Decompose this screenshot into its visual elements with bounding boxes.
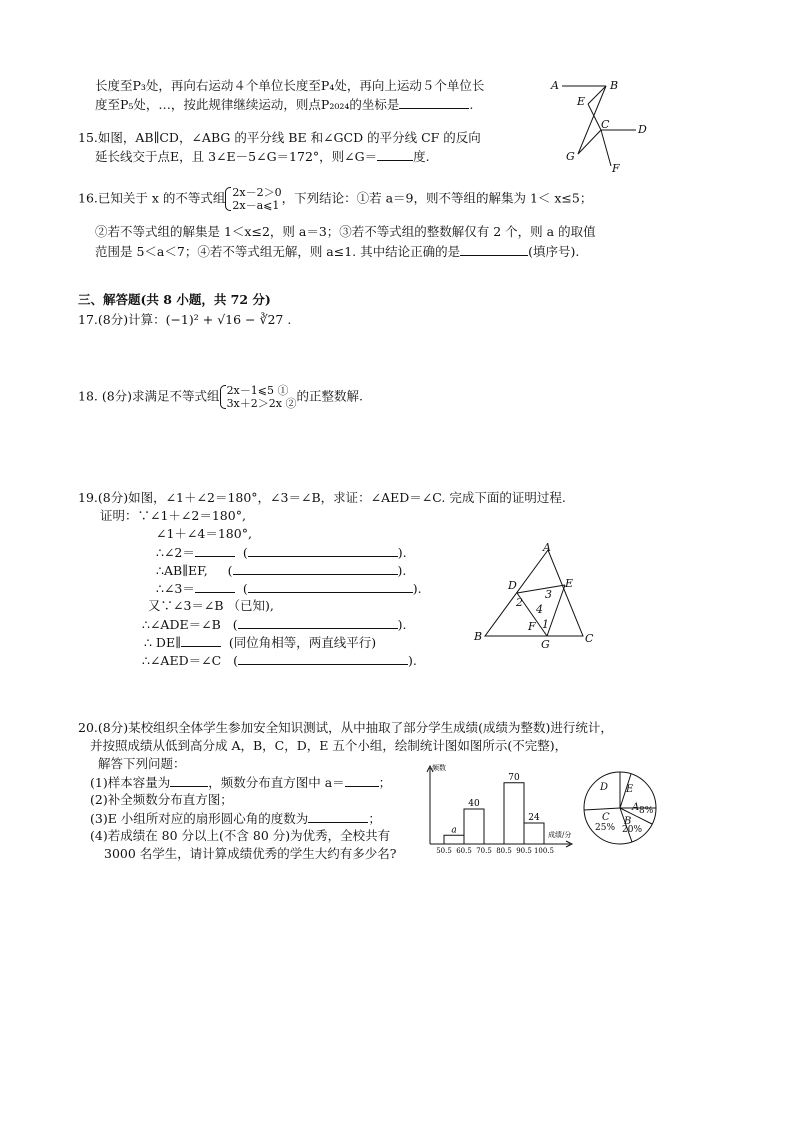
fig19-label: F — [528, 620, 536, 633]
q20-sub4b: 3000 名学生，请计算成绩优秀的学生大约有多少名? — [104, 846, 397, 861]
fig19-label: D — [508, 579, 517, 592]
q19-reason-blank[interactable] — [248, 544, 398, 557]
q19-proof-line: ∴∠3＝ ( ). — [156, 581, 422, 596]
pie-label: E — [626, 784, 634, 795]
q19-reason-blank[interactable] — [238, 652, 408, 665]
hist-bar-label: 24 — [528, 813, 540, 823]
fig19-label: 3 — [545, 588, 552, 601]
q16-inequality-system: 2x－2＞0 2x－a⩽1 — [225, 186, 281, 212]
q20-sub2: (2)补全频数分布直方图； — [90, 792, 233, 807]
hist-tick-label: 50.5 — [436, 847, 452, 855]
hist-bar — [524, 823, 544, 844]
q20-sub4a: (4)若成绩在 80 分以上(不含 80 分)为优秀，全校共有 — [90, 828, 391, 843]
histogram-chart — [420, 760, 580, 860]
fig15-label: F — [612, 162, 620, 175]
fig19-label: E — [565, 577, 574, 590]
pie-percent: 25% — [595, 823, 616, 833]
pie-label: A — [632, 802, 640, 813]
fig15-label: B — [610, 79, 619, 92]
pie-percent: 8% — [639, 806, 654, 816]
q14-answer-blank[interactable] — [399, 96, 469, 109]
fig19-label: 4 — [536, 603, 543, 616]
q14-line2: 度至P₅处，…，按此规律继续运动，则点P₂₀₂₄的坐标是 . — [95, 97, 474, 112]
q16-line3: 范围是 5＜a＜7；④若不等式组无解，则 a≤1. 其中结论正确的是 (填序号). — [95, 244, 580, 259]
q20-blank-angle[interactable] — [308, 810, 368, 823]
q19-reason-blank[interactable] — [238, 616, 398, 629]
hist-bar — [464, 809, 484, 844]
q19-proof-line: ∠1＋∠4＝180°, — [156, 526, 252, 541]
q20-blank-sample[interactable] — [170, 774, 208, 787]
fig15-label: D — [638, 123, 647, 136]
q20-blank-a[interactable] — [345, 774, 379, 787]
q19-proof-line: ∴AB∥EF, ( ). — [156, 563, 407, 578]
q16-answer-blank[interactable] — [460, 243, 528, 256]
fig15-label: E — [577, 95, 586, 108]
q14-line1: 长度至P₃处，再向右运动４个单位长度至P₄处，再向上运动５个单位长 — [95, 78, 485, 93]
q19-reason-blank[interactable] — [233, 562, 398, 575]
q15-line2: 延长线交于点E，且 3∠E－5∠G＝172°，则∠G＝ 度. — [95, 149, 430, 164]
q17-text: 17.(8分)计算：(−1)² + √16 − ∛27 . — [78, 312, 292, 327]
q16-line2: ②若不等式组的解集是 1＜x≤2，则 a＝3；③若不等式组的整数解仅有 2 个，则 a 的取值 — [95, 224, 596, 239]
pie-label: B — [624, 816, 632, 827]
q19-proof-line: ∴∠AED＝∠C ( ). — [142, 653, 417, 668]
fig15-label: G — [566, 150, 575, 163]
pie-label: C — [602, 812, 610, 823]
q20-line2: 并按照成绩从低到高分成 A，B，C，D，E 五个小组，绘制统计图如图所示(不完整)， — [90, 738, 568, 753]
hist-tick-label: 80.5 — [496, 847, 512, 855]
figure-19 — [470, 538, 600, 653]
pie-percent: 20% — [622, 825, 643, 835]
q20-sub1: (1)样本容量为 ，频数分布直方图中 a＝ ； — [90, 775, 392, 790]
hist-bar-label: a — [451, 825, 457, 836]
q19-proof-line: 又∵∠3＝∠B （已知), — [148, 598, 274, 613]
pie-chart — [580, 768, 660, 848]
section-title: 三、解答题(共 8 小题，共 72 分) — [78, 292, 271, 307]
figure-15 — [548, 74, 658, 179]
q15-line1: 15.如图，AB∥CD，∠ABG 的平分线 BE 和∠GCD 的平分线 CF 的反向 — [78, 130, 481, 145]
q19-blank[interactable] — [195, 580, 235, 593]
q16-line1: 16.已知关于 x 的不等式组 2x－2＞0 2x－a⩽1 ，下列结论：①若 a＝9，则不等组的解集为 1＜ x≤5； — [78, 186, 593, 212]
fig19-label: G — [541, 638, 550, 651]
hist-bar — [504, 783, 524, 844]
fig19-label: A — [543, 541, 551, 554]
q20-line3: 解答下列问题： — [98, 756, 186, 771]
hist-xlabel: 成绩/分 — [548, 831, 572, 839]
hist-tick-label: 90.5 — [516, 847, 532, 855]
hist-ylabel: 频数 — [432, 764, 446, 772]
hist-tick-label: 100.5 — [533, 847, 555, 855]
q19-proof-line: 证明：∵∠1＋∠2＝180°, — [100, 508, 246, 523]
q19-proof-line: ∴∠ADE＝∠B ( ). — [142, 617, 407, 632]
fig19-label: B — [474, 630, 483, 643]
q18-line: 18. (8分)求满足不等式组 2x－1⩽5 ① 3x＋2＞2x ② 的正整数解. — [78, 384, 363, 410]
hist-tick-label: 70.5 — [476, 847, 492, 855]
q19-reason-blank[interactable] — [248, 580, 413, 593]
q19-statement: 19.(8分)如图，∠1＋∠2＝180°，∠3＝∠B，求证：∠AED＝∠C. 完成下面的证明过程. — [78, 490, 566, 505]
fig19-label: 2 — [516, 596, 523, 609]
pie-label: D — [600, 782, 609, 793]
hist-tick-label: 60.5 — [456, 847, 472, 855]
q20-line1: 20.(8分)某校组织全体学生参加安全知识测试，从中抽取了部分学生成绩(成绩为整数)进行统计， — [78, 720, 613, 735]
q18-inequality-system: 2x－1⩽5 ① 3x＋2＞2x ② — [220, 384, 297, 410]
hist-bar-label: 40 — [468, 799, 480, 809]
q19-blank[interactable] — [181, 634, 221, 647]
fig15-label: A — [551, 79, 559, 92]
q15-answer-blank[interactable] — [377, 148, 413, 161]
q19-proof-line: ∴ DE∥ (同位角相等，两直线平行) — [144, 635, 377, 650]
fig19-label: 1 — [542, 618, 549, 631]
hist-bar — [444, 835, 464, 844]
q19-proof-line: ∴∠2＝ ( ). — [156, 545, 407, 560]
q20-sub3: (3)E 小组所对应的扇形圆心角的度数为 ； — [90, 811, 381, 826]
hist-bar-label: 70 — [508, 772, 520, 783]
fig19-label: C — [585, 632, 594, 645]
fig15-label: C — [601, 118, 610, 131]
q19-blank[interactable] — [195, 544, 235, 557]
